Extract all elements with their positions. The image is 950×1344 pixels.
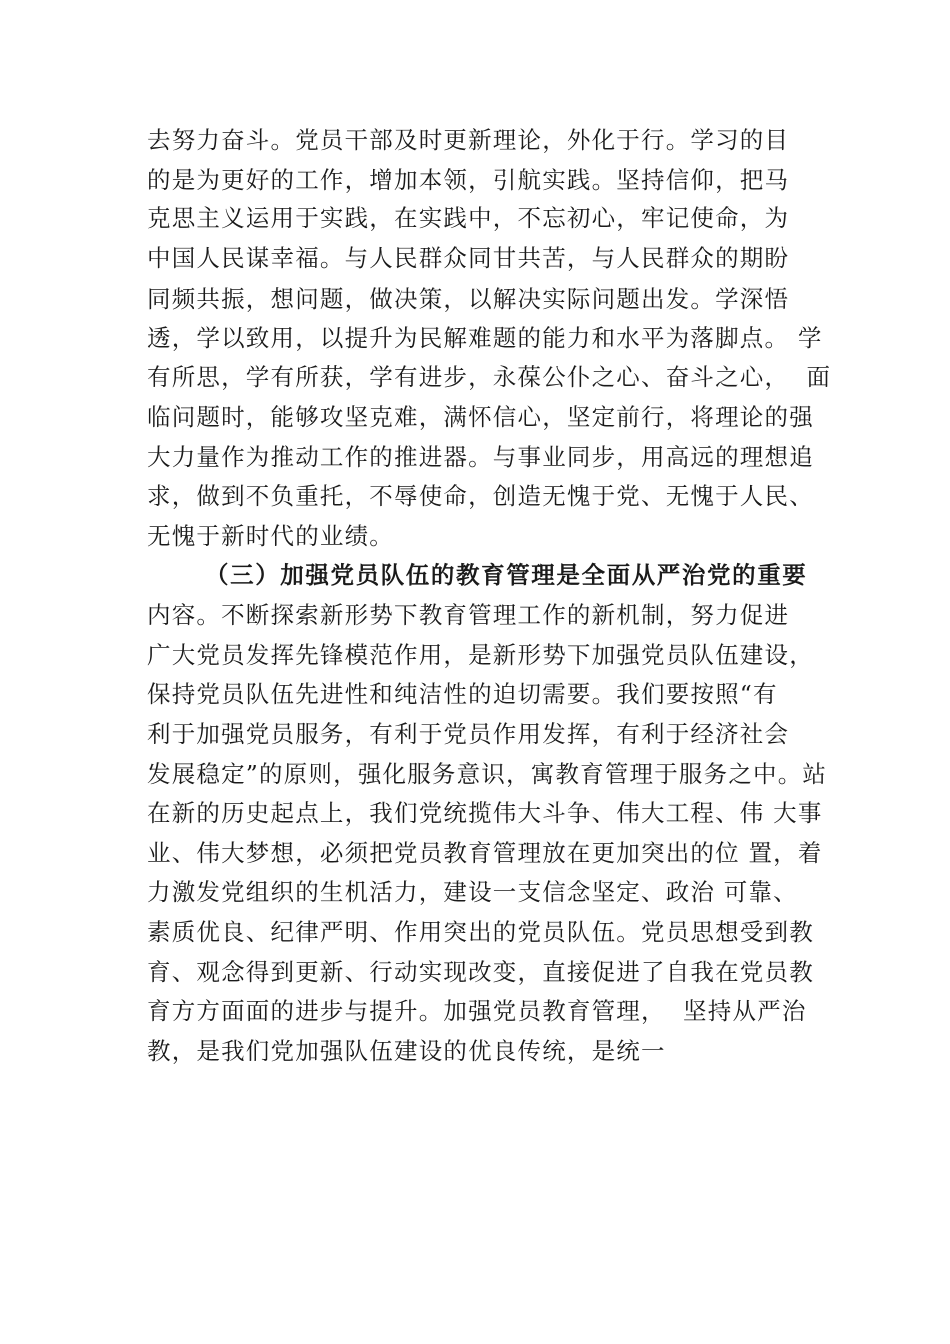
- paragraph-2-line-6: 在新的历史起点上，我们党统揽伟大斗争、伟大工程、伟 大事: [147, 799, 823, 827]
- paragraph-2-line-1: 内容。不断探索新形势下教育管理工作的新机制，努力促进: [147, 601, 790, 629]
- paragraph-1-line-11: 无愧于新时代的业绩。: [147, 522, 394, 550]
- paragraph-2-line-3: 保持党员队伍先进性和纯洁性的迫切需要。我们要按照“有: [147, 680, 778, 708]
- paragraph-1-line-5: 同频共振，想问题，做决策，以解决实际问题出发。学深悟: [147, 285, 790, 313]
- paragraph-2-line-11: 育方方面面的进步与提升。加强党员教育管理， 坚持从严治: [147, 997, 807, 1025]
- paragraph-2-line-8: 力激发党组织的生机活力，建设一支信念坚定、政治 可靠、: [147, 878, 798, 906]
- paragraph-1-line-7: 有所思，学有所获，学有进步，永葆公仆之心、奋斗之心， 面: [147, 363, 832, 391]
- paragraph-2-line-7: 业、伟大梦想，必须把党员教育管理放在更加突出的位 置，着: [147, 839, 823, 867]
- paragraph-1-line-3: 克思主义运用于实践，在实践中，不忘初心，牢记使命，为: [147, 204, 790, 232]
- paragraph-1-line-2: 的是为更好的工作，增加本领，引航实践。坚持信仰，把马: [147, 166, 790, 194]
- paragraph-2-line-5: 发展稳定”的原则，强化服务意识，寓教育管理于服务之中。站: [147, 760, 828, 788]
- section-3-heading: （三）加强党员队伍的教育管理是全面从严治党的重要: [205, 561, 808, 589]
- paragraph-2-line-10: 育、观念得到更新、行动实现改变，直接促进了自我在党员教: [147, 958, 814, 986]
- paragraph-1-line-1: 去努力奋斗。党员干部及时更新理论，外化于行。学习的目: [147, 126, 790, 154]
- paragraph-2-line-12: 教，是我们党加强队伍建设的优良传统，是统一: [147, 1037, 666, 1065]
- paragraph-1-line-9: 大力量作为推动工作的推进器。与事业同步，用高远的理想追: [147, 443, 814, 471]
- paragraph-1-line-6: 透，学以致用，以提升为民解难题的能力和水平为落脚点。 学: [147, 324, 823, 352]
- paragraph-1-line-10: 求，做到不负重托，不辱使命，创造无愧于党、无愧于人民、: [147, 482, 814, 510]
- paragraph-2-line-4: 利于加强党员服务，有利于党员作用发挥，有利于经济社会: [147, 720, 790, 748]
- paragraph-1-line-4: 中国人民谋幸福。与人民群众同甘共苦，与人民群众的期盼: [147, 244, 790, 272]
- paragraph-2-line-9: 素质优良、纪律严明、作用突出的党员队伍。党员思想受到教: [147, 918, 814, 946]
- paragraph-2-line-2: 广大党员发挥先锋模范作用，是新形势下加强党员队伍建设，: [147, 641, 814, 669]
- paragraph-1-line-8: 临问题时，能够攻坚克难，满怀信心，坚定前行，将理论的强: [147, 403, 814, 431]
